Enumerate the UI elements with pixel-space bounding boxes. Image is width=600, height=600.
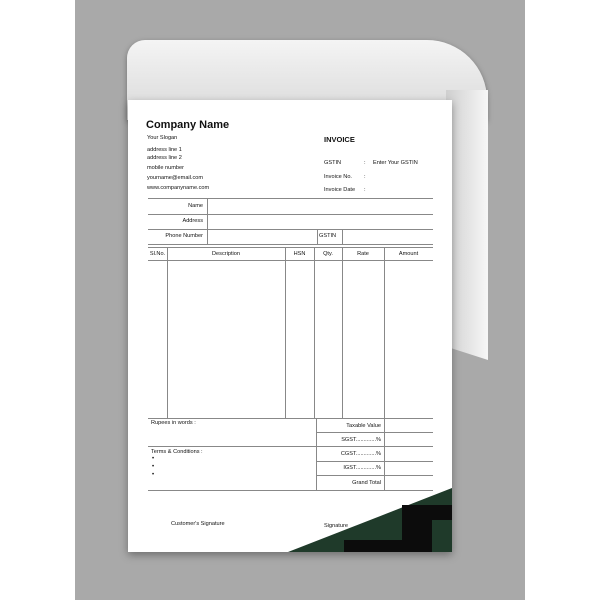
terms-bullet: •: [152, 456, 155, 462]
invoice-date-label: Invoice Date: [324, 187, 356, 193]
rupees-in-words-label: Rupees in words :: [151, 420, 196, 426]
divider: [316, 461, 433, 462]
divider: [316, 432, 433, 433]
customer-gstin-label: GSTIN: [319, 233, 337, 239]
green-block: [432, 520, 452, 552]
signature-label: Signature: [324, 523, 348, 529]
customer-phone-label: Phone Number: [165, 233, 203, 239]
taxable-value-label: Taxable Value: [346, 423, 381, 429]
grand-total-label: Grand Total: [352, 480, 381, 486]
mobile-number: mobile number: [147, 165, 184, 171]
divider: [342, 229, 343, 244]
gstin-value: Enter Your GSTIN: [373, 160, 418, 166]
column-header: Sl.No.: [149, 251, 166, 257]
company-name: Company Name: [146, 119, 230, 131]
divider: [285, 247, 286, 418]
address-line-1: address line 1: [147, 147, 182, 153]
divider: [167, 247, 168, 418]
column-header: Qty.: [323, 251, 333, 257]
terms-label: Terms & Conditions :: [151, 449, 203, 455]
igst-label: IGST.............%: [343, 465, 381, 471]
invoice-number-label: Invoice No.: [324, 174, 352, 180]
divider: [148, 418, 433, 419]
divider: [316, 475, 433, 476]
footer-decoration: [128, 480, 452, 552]
terms-bullet: •: [152, 464, 155, 470]
customer-signature-label: Customer's Signature: [171, 521, 225, 527]
divider: [384, 247, 385, 418]
customer-address-label: Address: [182, 218, 203, 224]
divider: [148, 244, 433, 245]
cgst-label: CGST.............%: [340, 451, 381, 457]
gstin-label: GSTIN: [324, 160, 342, 166]
divider: [148, 214, 433, 215]
divider: [148, 446, 433, 447]
back-sheet: [446, 90, 488, 360]
divider: [148, 247, 433, 248]
black-block: [344, 540, 402, 552]
divider: [148, 229, 433, 230]
divider: [207, 198, 208, 244]
customer-name-label: Name: [188, 203, 203, 209]
column-header: Rate: [357, 251, 369, 257]
invoice-date-separator: :: [364, 187, 366, 193]
invoice-sheet: [128, 100, 452, 552]
invoice-title: INVOICE: [324, 135, 355, 144]
column-header: Description: [212, 251, 240, 257]
divider: [342, 247, 343, 418]
invoice-number-separator: :: [364, 174, 366, 180]
column-header: HSN: [293, 251, 306, 257]
address-line-2: address line 2: [147, 155, 182, 161]
gstin-separator: :: [364, 160, 366, 166]
company-website: www.companyname.com: [147, 185, 210, 191]
company-email: yourname@email.com: [147, 175, 204, 181]
divider: [148, 260, 433, 261]
column-header: Amount: [398, 251, 419, 257]
divider: [317, 229, 318, 244]
divider: [314, 247, 315, 418]
terms-bullet: •: [152, 472, 155, 478]
company-slogan: Your Slogan: [147, 135, 178, 141]
divider: [148, 198, 433, 199]
sgst-label: SGST.............%: [341, 437, 381, 443]
